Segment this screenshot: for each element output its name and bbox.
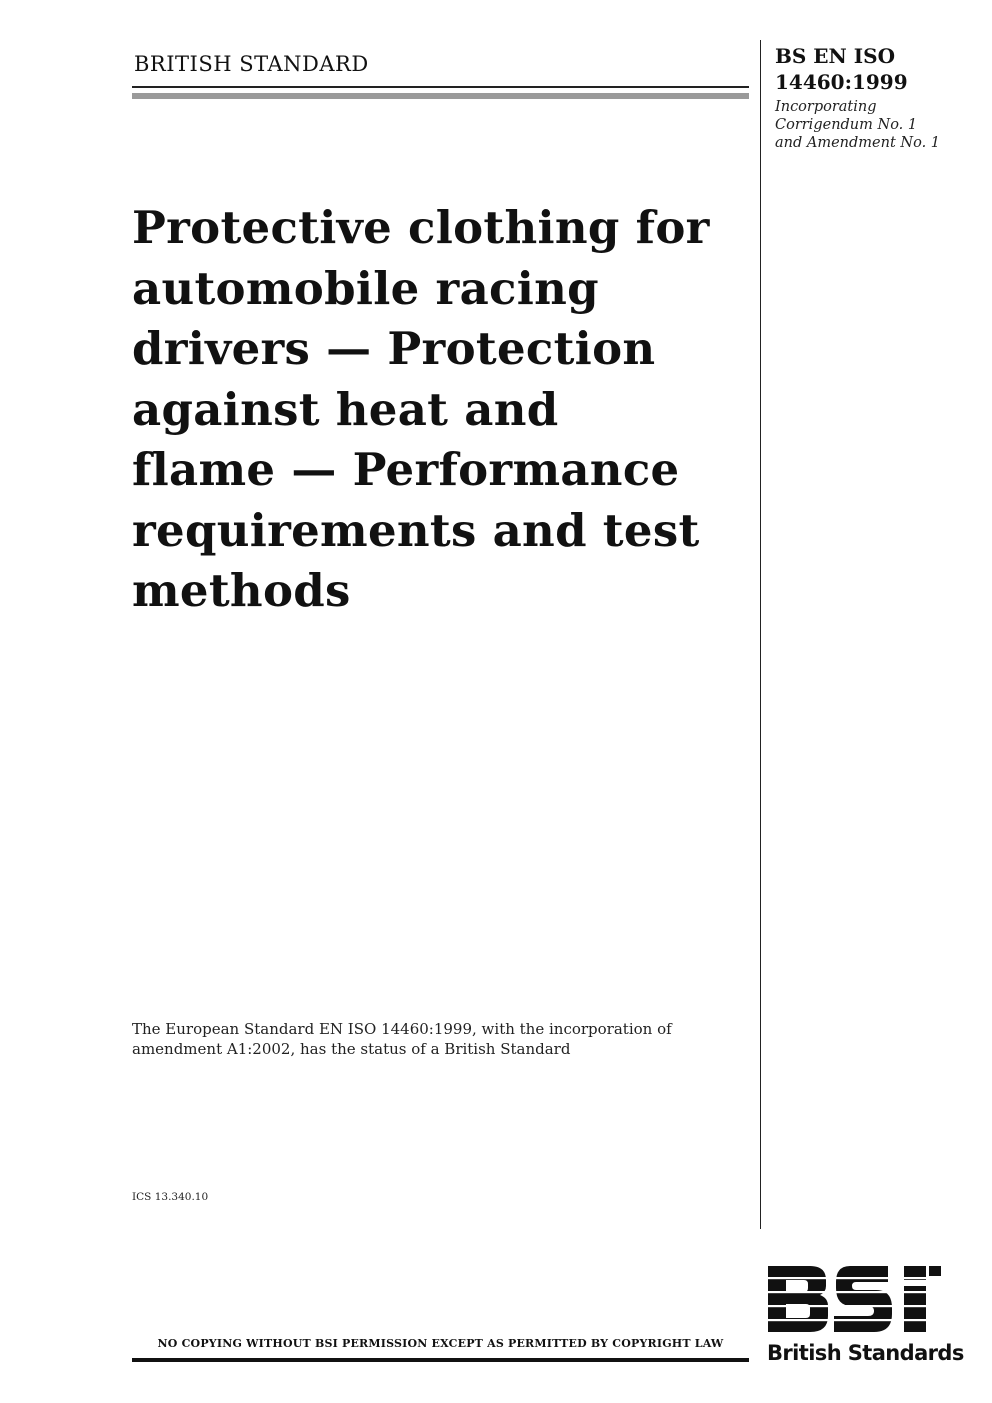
status-line: amendment A1:2002, has the status of a British Standard (132, 1040, 571, 1058)
title-line: flame — Performance (132, 443, 680, 496)
header-british-standard: BRITISH STANDARD (134, 52, 369, 76)
ics-code: ICS 13.340.10 (132, 1191, 209, 1203)
title-line: automobile racing (132, 261, 599, 315)
standard-number (775, 43, 908, 95)
incorporating-line: and Amendment No. 1 (775, 135, 941, 151)
title-line: Protective clothing for (132, 201, 710, 254)
title-line: against heat and (132, 382, 559, 436)
standard-number-line1: BS EN ISO (775, 44, 896, 68)
document-title (132, 198, 742, 622)
copyright-notice: NO COPYING WITHOUT BSI PERMISSION EXCEPT AS PERMITTED BY COPYRIGHT LAW (157, 1337, 724, 1350)
incorporating-line: Incorporating (775, 99, 877, 115)
incorporating-note (775, 98, 985, 152)
vertical-divider (760, 40, 761, 1229)
title-line: methods (132, 564, 351, 617)
standard-number-line2: 14460:1999 (775, 70, 908, 94)
footer-rule (132, 1358, 749, 1362)
incorporating-line: Corrigendum No. 1 (775, 117, 918, 133)
title-line: drivers — Protection (132, 322, 656, 375)
status-line: The European Standard EN ISO 14460:1999, with the incorporation of (132, 1020, 672, 1038)
bsi-wordmark: British Standards (767, 1341, 964, 1365)
status-statement (132, 1019, 732, 1059)
header-rule-thin (132, 86, 749, 88)
header-rule-thick (132, 93, 749, 99)
title-line: requirements and test (132, 503, 700, 557)
